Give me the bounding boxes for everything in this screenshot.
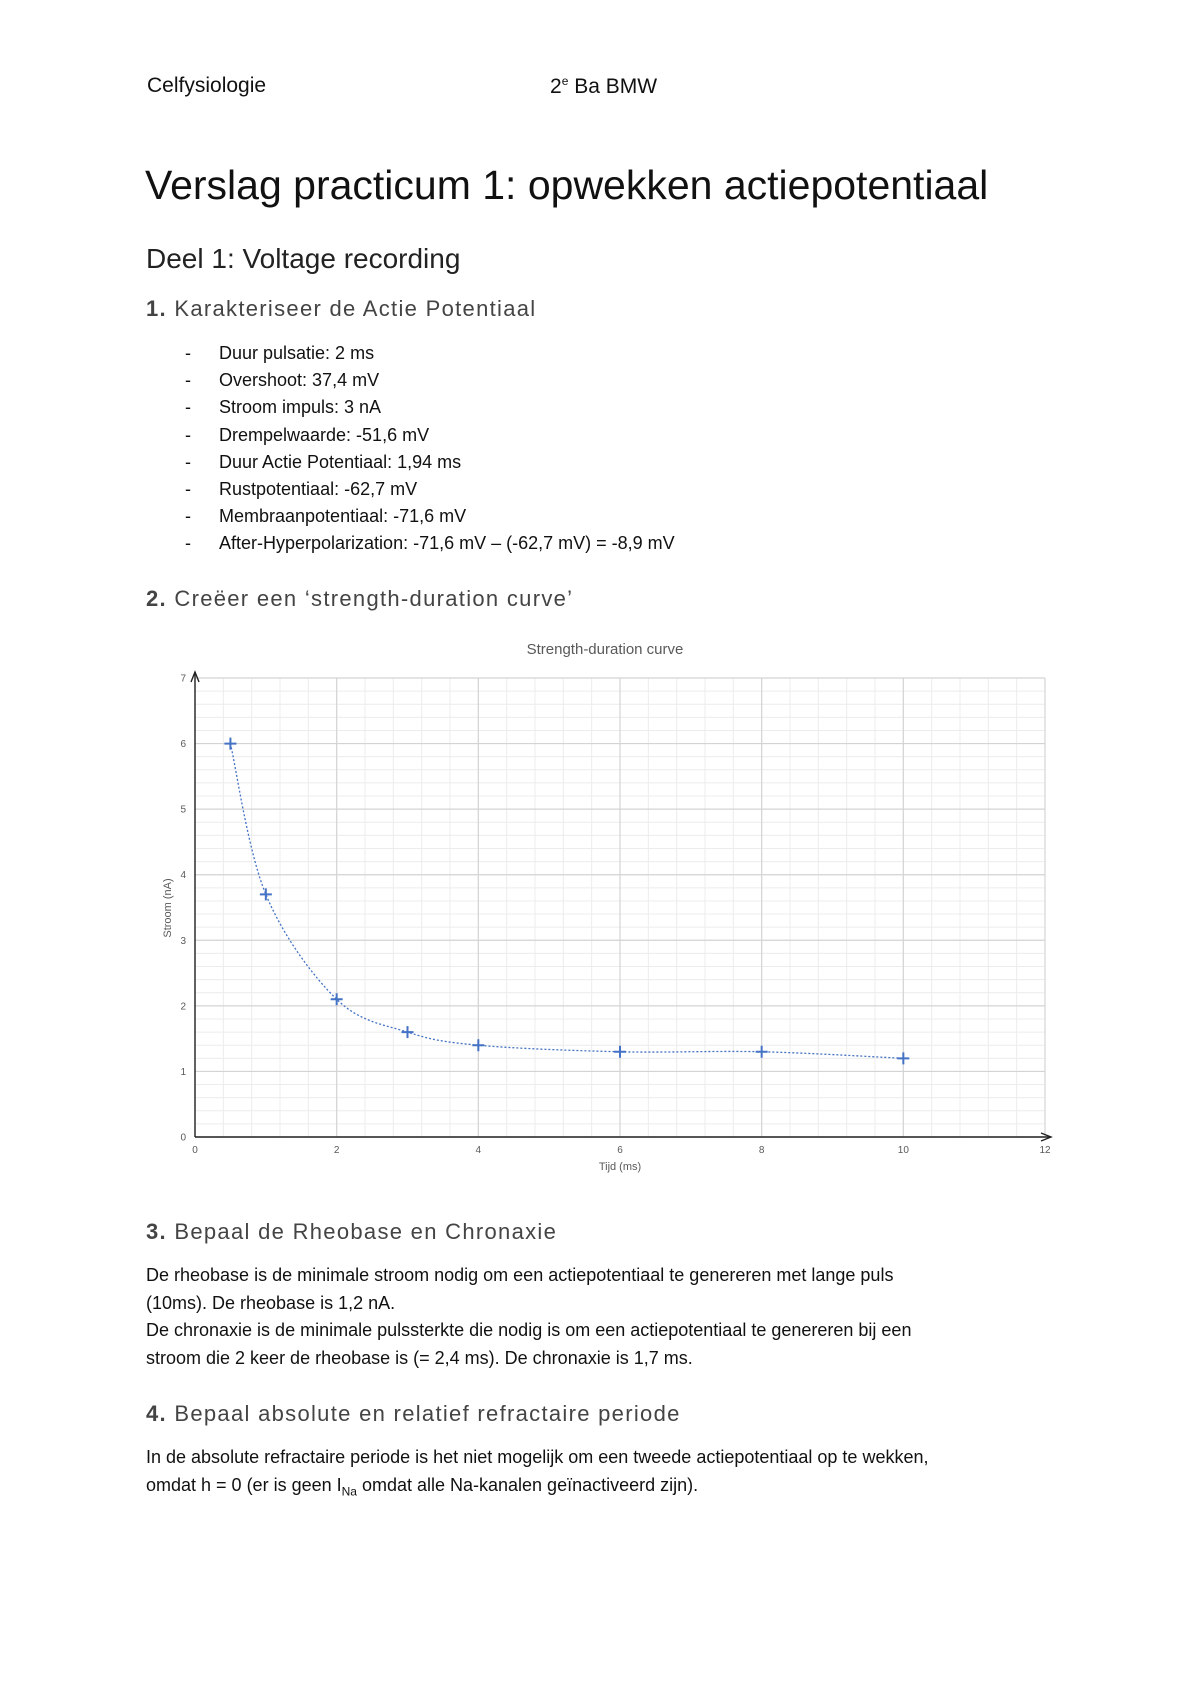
data-point-marker [897,1052,909,1064]
list-item: - Drempelwaarde: -51,6 mV [185,424,430,445]
characteristics-list [185,340,675,558]
paragraph-text: omdat h = 0 (er is geen I [146,1474,342,1495]
x-tick-label: 8 [758,1145,765,1156]
header-course: Celfysiologie [147,74,267,97]
chart-title: Strength-duration curve [526,641,684,658]
chart-y-axis-label: Stroom (nA) [162,878,174,938]
chart-major-grid [195,678,1045,1137]
paragraph-text: omdat alle Na-kanalen geïnactiveerd zijn). [356,1474,699,1495]
section-1-number: 1. [146,296,167,321]
section-2-number: 2. [146,586,167,611]
section-3-heading [146,1219,557,1245]
list-item-text: Duur pulsatie: 2 ms [219,343,375,363]
strength-duration-chart [150,630,1060,1190]
paragraph-line: (10ms). De rheobase is 1,2 nA. [146,1292,396,1313]
header-program [550,74,657,99]
data-point-marker [260,888,272,900]
data-point-marker [402,1026,414,1038]
section-4-number: 4. [146,1401,167,1426]
paragraph-line: In de absolute refractaire periode is het niet mogelijk om een tweede actiepotentiaal op te wekken, [146,1447,929,1467]
list-item-text: Overshoot: 37,4 mV [219,370,380,391]
chart-x-axis-label: Tijd (ms) [598,1161,642,1173]
list-item-text: Membraanpotentiaal: -71,6 mV [219,506,467,527]
list-item: - Stroom impuls: 3 nA [185,397,382,418]
list-item: - After-Hyperpolarization: -71,6 mV – (-62,7 mV) = -8,9 mV [185,533,675,554]
y-tick-label: 6 [180,739,186,751]
paragraph-line [146,1472,1066,1506]
section-1-heading [146,296,536,322]
y-tick-label: 4 [180,870,186,882]
header-program-suffix: Ba BMW [568,75,658,98]
section-3-number: 3. [146,1219,167,1244]
list-item: - Rustpotentiaal: -62,7 mV [185,478,418,499]
data-point-marker [614,1046,626,1058]
section-4-heading [146,1401,681,1427]
paragraph-line: De chronaxie is de minimale pulssterkte die nodig is om een actiepotentiaal te genereren bij een [146,1320,912,1340]
paragraph-line: De rheobase is de minimale stroom nodig om een actiepotentiaal te genereren met lange puls [146,1265,894,1285]
x-tick-label: 2 [333,1145,340,1156]
data-point-marker [756,1046,768,1058]
list-item-text: After-Hyperpolarization: -71,6 mV – (-62,7 mV) = -8,9 mV [219,533,675,554]
list-item: - Duur Actie Potentiaal: 1,94 ms [185,451,462,472]
y-tick-label: 7 [180,673,186,685]
x-tick-label: 12 [1039,1145,1051,1156]
header-program-sup: e [561,74,569,88]
x-tick-label: 10 [897,1145,909,1156]
section-2-title: Creëer een ‘strength-duration curve’ [174,586,574,611]
y-tick-label: 5 [180,804,186,816]
paragraph-line: stroom die 2 keer de rheobase is (= 2,4 ms). De chronaxie is 1,7 ms. [146,1347,693,1368]
paragraph-subscript: Na [341,1484,357,1499]
list-item: - Duur pulsatie: 2 ms [185,343,375,363]
document-title: Verslag practicum 1: opwekken actiepotentiaal [145,162,989,208]
y-tick-label: 0 [180,1132,186,1144]
x-tick-label: 4 [475,1145,482,1156]
list-item-text: Stroom impuls: 3 nA [219,397,382,418]
data-point-marker [224,738,236,750]
refractory-paragraph [146,1444,1066,1506]
rheobase-chronaxie-paragraph [146,1262,1066,1372]
chart-axes [191,672,1051,1141]
list-item: - Membraanpotentiaal: -71,6 mV [185,506,467,527]
section-4-title: Bepaal absolute en relatief refractaire periode [174,1401,681,1426]
x-tick-label: 0 [192,1145,198,1156]
y-tick-label: 2 [180,1001,186,1013]
list-item-text: Rustpotentiaal: -62,7 mV [219,478,418,499]
list-item: - Overshoot: 37,4 mV [185,370,380,391]
list-item-text: Drempelwaarde: -51,6 mV [219,424,430,445]
x-tick-label: 6 [617,1145,623,1156]
section-3-title: Bepaal de Rheobase en Chronaxie [174,1219,558,1244]
list-item-text: Duur Actie Potentiaal: 1,94 ms [219,451,462,472]
chart-tick-labels [180,674,1051,1157]
part-title: Deel 1: Voltage recording [146,243,461,274]
y-tick-label: 1 [180,1066,186,1078]
y-tick-label: 3 [180,935,186,947]
header-program-prefix: 2 [550,75,562,98]
data-point-marker [472,1039,484,1051]
section-2-heading [146,586,573,612]
section-1-title: Karakteriseer de Actie Potentiaal [174,296,537,321]
